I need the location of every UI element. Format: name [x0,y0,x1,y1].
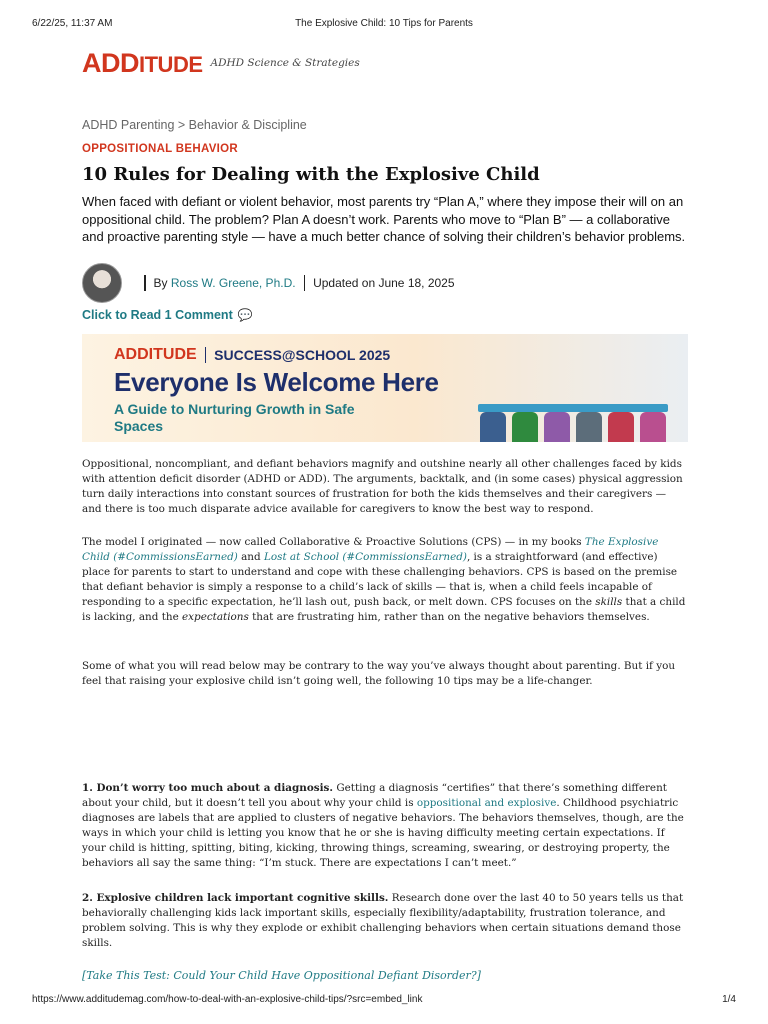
comments-link-label: Click to Read 1 Comment [82,308,233,322]
coat-illustration [512,412,538,442]
book-link-explosive-child[interactable]: The Explosive Child (#CommissionsEarned) [82,536,659,563]
article-headline: 10 Rules for Dealing with the Explosive Child [82,164,540,185]
paragraph: Oppositional, noncompliant, and defiant behaviors magnify and outshine nearly all other challenges faced by kids with attention deficit disorder (ADHD or ADD). The arguments, backtalk, and (in some cases) physical aggression turn daily interactions into constant sources of frustration for both the kids themselves and their caregivers — and there is too much disparate advice available for caregivers to know the best way to respond. [82,458,683,515]
coat-illustration [576,412,602,442]
print-page-number: 1/4 [722,994,736,1005]
category-label[interactable]: OPPOSITIONAL BEHAVIOR [82,143,239,155]
book-link-lost-at-school[interactable]: Lost at School (#CommissionsEarned) [263,551,467,563]
tip-1: 1. Don’t worry too much about a diagnosis. Getting a diagnosis “certifies” that there’s something different about your child, but it doesn’t tell you about why your child is oppositional and explosive. Childhood psychiatric diagnoses are labels that are applied to clusters of negative behaviors. The behaviors themselves, though, are the ways in which your child is letting you know that he or she is having difficulty meeting certain expectations. If your child is hitting, spitting, biting, kicking, throwing things, screaming, swearing, or destroying property, the behaviors all say the same thing: “I’m stuck. There are expectations I can’t meet.” [82,782,684,869]
site-header [82,50,360,77]
site-tagline: ADHD Science & Strategies [210,57,360,69]
paragraph: Some of what you will read below may be contrary to the way you’ve always thought about parenting. But if you feel that raising your explosive child isn’t going well, the following 10 tips may be a life-changer. [82,660,676,687]
banner-event: SUCCESS@SCHOOL 2025 [214,347,391,363]
odd-test-link[interactable]: Take This Test: Could Your Child Have Oppositional Defiant Disorder? [86,969,477,982]
coat-illustration [480,412,506,442]
byline-divider-2 [304,275,306,291]
banner-divider [205,347,207,363]
banner-logo: ADDITUDE [114,346,197,363]
banner-header [114,346,390,364]
byline-divider [144,275,146,291]
paragraph: The model I originated — now called Collaborative & Proactive Solutions (CPS) — in my books The Explosive Child (#CommissionsEarned) and Lost at School (#CommissionsEarned), is a straightforward (and effective) place for parents to start to understand and cope with these challenging behaviors. CPS is based on the premise that defiant behavior is simply a response to a child’s lack of skills — that is, when a child feels incapable of responding to a specific expectation, he’ll lash out, push back, or melt down. CPS focuses on the skills that a child is lacking, and the expectations that are frustrating him, rather than on the negative behaviors themselves. [82,536,686,623]
print-page-title: The Explosive Child: 10 Tips for Parents [295,18,473,29]
print-datetime: 6/22/25, 11:37 AM [32,18,113,29]
related-test-callout: [Take This Test: Could Your Child Have Oppositional Defiant Disorder?] [82,969,481,982]
coat-illustration [608,412,634,442]
tip-heading: 1. Don’t worry too much about a diagnosis. [82,782,334,794]
coat-illustration [544,412,570,442]
speech-bubble-icon: 💬 [237,308,253,322]
oppositional-explosive-link[interactable]: oppositional and explosive [416,797,557,809]
byline-by: By [153,276,168,290]
breadcrumb[interactable]: ADHD Parenting > Behavior & Discipline [82,118,307,132]
article-dek: When faced with defiant or violent behavior, most parents try “Plan A,” where they impose their will on an oppositional child. The problem? Plan A doesn’t work. Parents who move to “Plan B” — a collaborative and proactive parenting style — have a much better chance of solving their children’s behavior problems. [82,194,686,244]
coat-illustration [640,412,666,442]
comments-link[interactable] [82,308,688,322]
tip-heading: 2. Explosive children lack important cognitive skills. [82,892,389,904]
byline [82,263,688,303]
additude-logo[interactable]: ADDITUDE [82,48,203,78]
banner-title: Everyone Is Welcome Here [114,367,439,397]
author-avatar[interactable] [82,263,122,303]
print-url: https://www.additudemag.com/how-to-deal-with-an-explosive-child-tips/?src=embed_link [32,994,423,1005]
tip-2: 2. Explosive children lack important cognitive skills. Research done over the last 40 to 50 years tells us that behaviorally challenging kids lack important skills, especially flexibility/adaptability, frustration tolerance, and problem solving. This is why they explode or exhibit challenging behaviors when certain situations demand those skills. [82,892,684,949]
author-link[interactable]: Ross W. Greene, Ph.D. [170,276,296,290]
promo-banner[interactable] [82,334,688,442]
coat-rack-illustration [478,404,668,412]
updated-date: Updated on June 18, 2025 [313,276,455,290]
banner-subtitle: A Guide to Nurturing Growth in Safe Spaces [114,401,355,434]
